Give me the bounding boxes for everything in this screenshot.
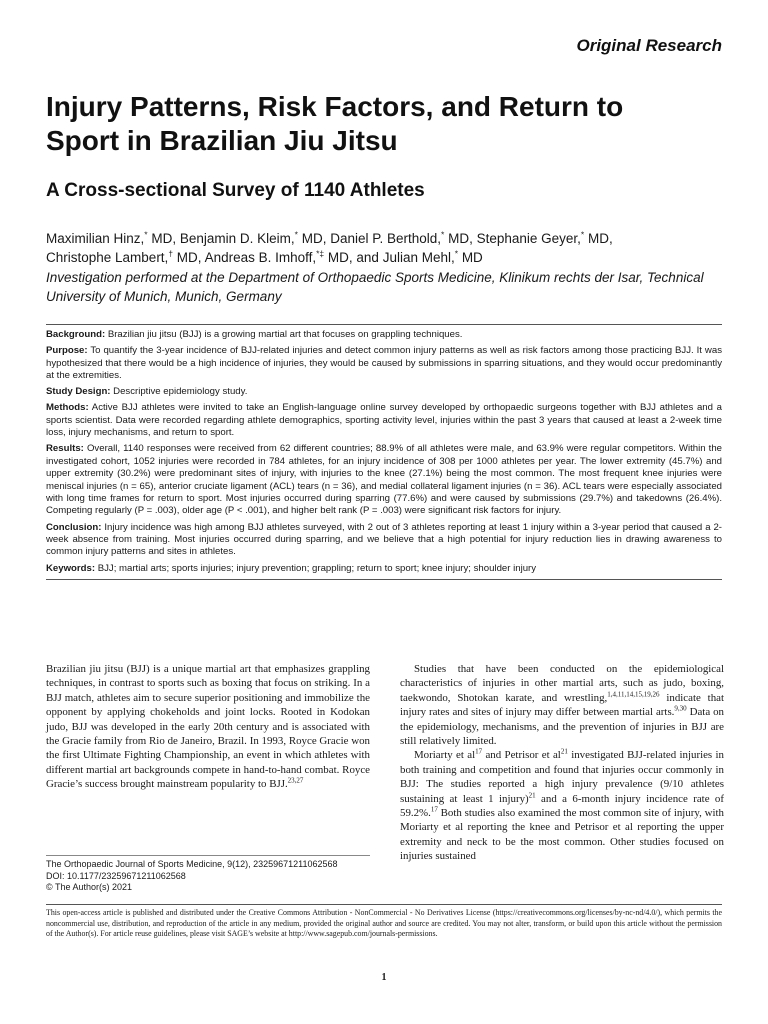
author-affil-mark: * <box>144 229 148 240</box>
abstract-label: Study Design: <box>46 386 111 398</box>
body-text: Data on the epidemiology, mechanisms, and the prevention of injuries in BJJ are still relatively limited. <box>400 706 724 748</box>
author-name: Benjamin D. Kleim, <box>179 231 295 246</box>
author-affil-mark: * <box>580 229 585 240</box>
author-degree: MD <box>458 249 483 265</box>
page-number: 1 <box>381 972 387 983</box>
abstract-label: Purpose: <box>46 345 88 357</box>
body-column-right <box>400 662 724 864</box>
author-name: Daniel P. Berthold, <box>330 231 442 246</box>
body-paragraph <box>400 748 724 863</box>
author-name: Stephanie Geyer, <box>476 231 581 246</box>
citation-ref: 23,27 <box>287 776 304 785</box>
author-degree: MD, <box>173 249 205 265</box>
article-subtitle: A Cross-sectional Survey of 1140 Athletes <box>46 180 425 201</box>
author-list <box>46 230 736 267</box>
license-notice: This open-access article is published and distributed under the Creative Commons Attribution - NonCommercial - No Derivatives License (https://creativecommons.org/licenses/by-nc-nd/4.0/), which permits the noncommercial use, distribution, and reproduction of the article in any medium, provided the original author and source are credited. You may not alter, transform, or build upon this article without the permission of the Author(s). For article reuse guidelines, please visit SAGE’s website at http://www.sagepub.com/journals-permissions. <box>46 904 722 940</box>
abstract-background <box>46 329 722 341</box>
abstract-text: Overall, 1140 responses were received from 62 different countries; 88.9% of all athletes were male, and 63.9% were regular competitors. Within the investigated cohort, 1052 injuries were recorded in 784 athletes, for an injury incidence of 308 per 1000 athletes per year. The lower extremity (45.7%) and upper extremity (30.2%) were predominant sites of injury, with injuries to the knee (27.1%) being the most common. The most frequent knee injuries were meniscal injuries (n = 65), anterior cruciate ligament (ACL) tears (n = 36), and medial collateral ligament injuries (n = 36). ACL tears were especially associated with long time frames for return to sport. Most injuries occurred during sparring (77.6%) and were caused by submissions (29.7%) and takedowns (26.4%). Competing regularly (P = .003), older age (P < .001), and higher belt rank (P = .003) were significant risk factors for injury. <box>46 443 722 517</box>
author-degree: MD, <box>147 231 180 246</box>
body-paragraph <box>46 662 370 792</box>
abstract-conclusion <box>46 522 722 559</box>
author-affil-mark: *‡ <box>316 248 325 258</box>
body-text: Brazilian jiu jitsu (BJJ) is a unique martial art that emphasizes grappling techniques, in contrast to sports such as boxing that focus on striking. In a BJJ match, athletes aim to secure superior positioning and immobilize the opponent by applying chokeholds and joint locks. Rooted in Kodokan judo, BJJ was developed in the early 20th century and is associated with the Gracie family from Rio de Janeiro, Brazil. In 1993, Royce Gracie won the first Ultimate Fighting Championship, an event in which athletes with different martial art backgrounds compete in hand-to-hand combat. Royce Gracie’s success brought mainstream popularity to BJJ. <box>46 663 370 791</box>
author-name: Andreas B. Imhoff, <box>204 249 317 265</box>
abstract-text: Descriptive epidemiology study. <box>110 386 248 398</box>
abstract-label: Methods: <box>46 402 89 414</box>
author-degree: MD, <box>444 231 477 246</box>
abstract-purpose <box>46 345 722 382</box>
journal-doi: DOI: 10.1177/23259671211062568 <box>46 870 186 881</box>
author-affil-mark: * <box>441 229 445 240</box>
author-affil-mark: * <box>454 248 459 258</box>
abstract-label: Results: <box>46 443 84 455</box>
body-text: and Petrisor et al <box>482 749 561 762</box>
citation-ref: 1,4,11,14,15,19,26 <box>607 690 660 699</box>
citation-ref: 17 <box>475 747 483 756</box>
abstract-study-design <box>46 386 722 398</box>
abstract-methods <box>46 402 722 439</box>
body-text: Studies that have been conducted on the epidemiological characteristics of injuries in other martial arts, such as judo, boxing, taekwondo, Shotokan karate, and wrestling, <box>400 663 724 704</box>
citation-ref: 9,30 <box>674 704 687 713</box>
abstract-text: To quantify the 3-year incidence of BJJ-related injuries and detect common injury patterns as well as risk factors among those practicing BJJ. It was hypothesized that there would be a high incidence of injuries, they would be caused by submissions in sparring situations, and they would occur predominantly at the extremities. <box>46 345 722 382</box>
abstract-box <box>46 324 722 580</box>
body-text: and a 6-month injury incidence rate of 59.2%. <box>400 792 724 820</box>
abstract-text: Brazilian jiu jitsu (BJJ) is a growing martial art that focuses on grappling techniques. <box>105 329 463 340</box>
abstract-results <box>46 443 722 517</box>
body-column-left <box>46 662 370 792</box>
affiliation: Investigation performed at the Department of Orthopaedic Sports Medicine, Klinikum rechts der Isar, Technical University of Munich, Munich, Germany <box>46 270 704 304</box>
author-affil-mark: * <box>294 229 298 240</box>
citation-ref: 21 <box>528 791 536 800</box>
author-degree: MD, <box>584 231 613 246</box>
author-affil-mark: † <box>168 248 174 258</box>
author-degree: MD, and <box>324 249 383 265</box>
abstract-label: Keywords: <box>46 562 96 574</box>
abstract-text: BJJ; martial arts; sports injuries; injury prevention; grappling; return to sport; knee injury; shoulder injury <box>95 562 537 574</box>
article-title: Injury Patterns, Risk Factors, and Return to Sport in Brazilian Jiu Jitsu <box>46 91 624 156</box>
abstract-label: Background: <box>46 329 106 340</box>
body-text: investigated BJJ-related injuries in both training and competition and found that injuries occur commonly in BJJ: The studies reported a high injury prevalence (9/10 athletes sustaining at least 1 injury) <box>400 749 724 805</box>
journal-copyright: © The Author(s) 2021 <box>46 882 133 892</box>
author-degree: MD, <box>297 231 331 246</box>
journal-citation: The Orthopaedic Journal of Sports Medicine, 9(12), 23259671211062568 <box>46 859 338 869</box>
section-label: Original Research <box>576 36 722 55</box>
author-name: Christophe Lambert, <box>46 249 169 265</box>
citation-ref: 17 <box>430 805 438 814</box>
author-name: Maximilian Hinz, <box>46 231 145 246</box>
abstract-keywords <box>46 563 722 575</box>
citation-ref: 21 <box>560 747 568 756</box>
abstract-label: Conclusion: <box>46 521 102 533</box>
abstract-text: Active BJJ athletes were invited to take an English-language online survey developed by orthopaedic surgeons together with BJJ athletes and a sports scientist. Data were recorded regarding athlete demographics, sporting activity level, injuries within the past 3 years that caused at least a 2-week time loss, injury mechanisms, and return to sport. <box>46 402 722 439</box>
body-paragraph <box>400 662 724 748</box>
body-text: Both studies also examined the most common site of injury, with Moriarty et al reporting the knee and Petrisor et al reporting the upper extremity and neck to be the most common. Other studies focused on injuries sustained <box>400 807 724 863</box>
journal-info <box>46 855 370 894</box>
abstract-text: Injury incidence was high among BJJ athletes surveyed, with 2 out of 3 athletes reporting at least 1 injury within a 3-year period that caused a 2-week absence from training. Most injuries occurred during sparring, and we believe that a high potential for injury reduction lies in drawing awareness to common injury patterns and sites in athletes. <box>46 521 722 558</box>
body-text: indicate that injury rates and sites of injury may differ between martial arts. <box>400 691 724 719</box>
body-text: Moriarty et al <box>414 749 476 762</box>
author-name: Julian Mehl, <box>382 249 455 265</box>
